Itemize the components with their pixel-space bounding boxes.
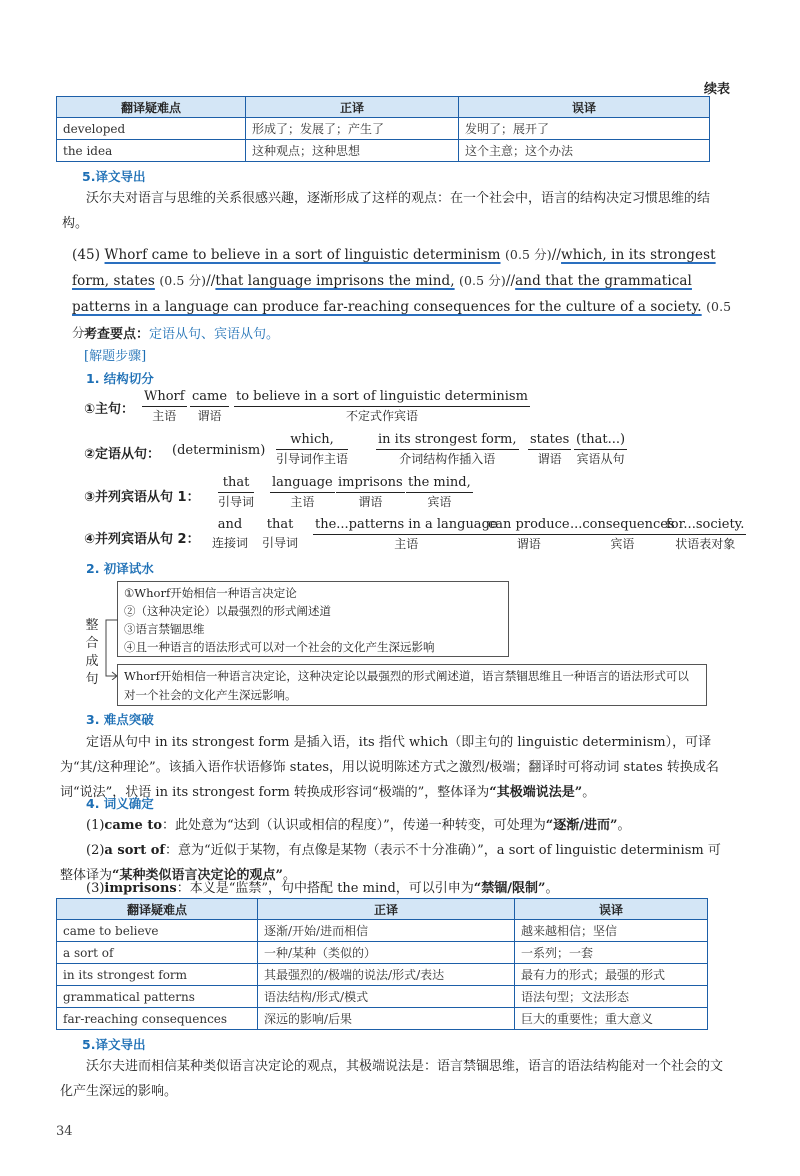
table-row: [57, 1008, 708, 1030]
cell-term: developed: [57, 118, 246, 140]
step2-heading: 2. 初译试水: [86, 561, 154, 576]
attr-seg-that: [574, 431, 627, 468]
table-row: [57, 942, 708, 964]
seg-word: and: [217, 517, 243, 532]
points-3: (0.5 分): [459, 273, 506, 288]
table-row: [57, 986, 708, 1008]
table-header-row: [57, 97, 710, 118]
header-wrong: 误译: [515, 899, 708, 920]
cell-wrong: 一系列；一套: [515, 942, 708, 964]
cell-correct: 形成了；发展了；产生了: [246, 118, 459, 140]
draft-line: ②（这种决定论）以最强烈的形式阐述道: [124, 604, 331, 618]
seg-role: 谓语: [516, 537, 541, 551]
seg-role: 介词结构作插入语: [399, 452, 496, 466]
step1-heading: 1. 结构切分: [86, 371, 154, 386]
seg-role: 引导词: [218, 495, 255, 509]
key-points: [84, 323, 279, 342]
cell-term: the idea: [57, 140, 246, 162]
main-seg-subject: [142, 388, 187, 425]
step4-heading: 4. 词义确定: [86, 796, 154, 811]
continued-label: 续表: [703, 82, 730, 97]
table-row: [57, 964, 708, 986]
difficulty-end: 。: [582, 785, 596, 800]
segment-2a: which, in its strongest: [561, 247, 716, 263]
separator: //: [206, 273, 216, 289]
cell-wrong: 这个主意；这个办法: [459, 140, 710, 162]
cell-correct: 这种观点；这种思想: [246, 140, 459, 162]
segment-3: that language imprisons the mind,: [215, 273, 455, 289]
header-correct: 正译: [246, 97, 459, 118]
note-term: came to: [104, 818, 162, 833]
translation-output-top: 沃尔夫对语言与思维的关系很感兴趣，逐渐形成了这样的观点：在一个社会中，语言的结构决定习惯思维的结构。: [62, 191, 711, 231]
cell-wrong: 越来越相信；坚信: [515, 920, 708, 942]
cell-term: far-reaching consequences: [57, 1008, 258, 1030]
difficulty-text: 定语从句中 in its strongest form 是插入语，its 指代 which（即主句的 linguistic determinism），可译为“其/这种理论”。该插入语作状语修饰 states，用以说明陈述方式之激烈/极端；翻译时可将动词 states 转换成名词“说法”，状语 in its strongest form 转换成形容词“极端的”，整体译为: [60, 735, 719, 800]
attr-seg-insert: [376, 431, 519, 468]
top-translation-table: [56, 96, 710, 162]
seg-word: in its strongest form,: [376, 431, 519, 450]
seg-role: 主语: [152, 409, 177, 423]
obj2-clause-label: ④并列宾语从句 2：: [84, 532, 200, 547]
table-header-row: [57, 899, 708, 920]
seg-word: imprisons: [336, 474, 405, 493]
seg-role: 宾语: [427, 495, 452, 509]
seg-role: 连接词: [212, 536, 249, 550]
header-correct: 正译: [258, 899, 515, 920]
obj2-seg-patterns: [313, 516, 500, 553]
seg-word: that: [218, 474, 254, 493]
note-end: 。: [545, 881, 559, 896]
page-number: 34: [56, 1124, 73, 1139]
note-num: (2): [86, 843, 105, 858]
seg-role: 宾语: [610, 537, 635, 551]
section5-heading-top: 5.译文导出: [82, 169, 146, 184]
obj2-seg-for-society: [664, 516, 746, 553]
seg-role: 状语表对象: [675, 537, 736, 551]
seg-role: 宾语从句: [576, 452, 625, 466]
seg-role: 引导词: [262, 536, 299, 550]
attr-seg-which: [276, 431, 348, 468]
seg-word: (that...): [574, 431, 627, 450]
translation-output-bottom: 沃尔夫进而相信某种类似语言决定论的观点，其极端说法是：语言禁锢思维，语言的语法结构能对一个社会的文化产生深远的影响。: [60, 1059, 724, 1099]
points-4: (0.5 分): [72, 299, 732, 340]
header-difficulty: 翻译疑难点: [57, 899, 258, 920]
segment-4b: patterns in a language can produce far-reaching consequences for the culture of a society.: [72, 299, 702, 315]
seg-word: came: [190, 388, 229, 407]
obj1-clause-label: ③并列宾语从句 1：: [84, 490, 200, 505]
seg-word: ...consequences: [568, 516, 677, 535]
cell-term: in its strongest form: [57, 964, 258, 986]
draft-box: [117, 581, 509, 657]
header-difficulty: 翻译疑难点: [57, 97, 246, 118]
seg-word: can produce: [486, 516, 572, 535]
cell-correct: 逐渐/开始/进而相信: [258, 920, 515, 942]
steps-label: [解题步骤]: [84, 349, 147, 364]
draft-line: ③语言禁锢思维: [124, 622, 205, 636]
note-term: imprisons: [104, 881, 177, 896]
table-row: [57, 118, 710, 140]
segment-1: Whorf came to believe in a sort of linguistic determinism: [104, 247, 501, 263]
attr-antecedent: (determinism): [172, 443, 266, 458]
seg-role: 谓语: [358, 495, 383, 509]
section5-heading-bottom: 5.译文导出: [82, 1037, 146, 1052]
cell-wrong: 发明了；展开了: [459, 118, 710, 140]
note-text: ：本义是“监禁”，句中搭配 the mind，可以引申为: [176, 881, 474, 896]
combined-box: Whorf开始相信一种语言决定论，这种决定论以最强烈的形式阐述道，语言禁锢思维且一种语言的语法形式可以对一个社会的文化产生深远影响。: [117, 664, 707, 706]
seg-word: for...society.: [664, 516, 746, 535]
note-highlight: “逐渐/进而”: [545, 818, 618, 833]
cell-term: a sort of: [57, 942, 258, 964]
note-text: ：此处意为“达到（认识或相信的程度）”，传递一种转变，可处理为: [162, 818, 546, 833]
key-value: 定语从句、宾语从句。: [149, 327, 280, 342]
step3-heading: 3. 难点突破: [86, 712, 154, 727]
seg-word: language: [270, 474, 335, 493]
seg-role: 引导词作主语: [276, 452, 349, 466]
seg-word: states: [528, 431, 571, 450]
attr-seg-states: [528, 431, 571, 468]
seg-word: to believe in a sort of linguistic determinism: [234, 388, 530, 407]
cell-wrong: 巨大的重要性；重大意义: [515, 1008, 708, 1030]
draft-line: ④且一种语言的语法形式可以对一个社会的文化产生深远影响: [124, 640, 435, 654]
main-seg-object: [234, 388, 530, 425]
obj2-seg-that: [262, 516, 298, 552]
cell-correct: 一种/某种（类似的）: [258, 942, 515, 964]
segment-4a: and that the grammatical: [515, 273, 692, 289]
bottom-translation-table: [56, 898, 708, 1030]
obj1-seg-that: [218, 474, 254, 511]
obj1-seg-language: [270, 474, 335, 511]
note-highlight: “某种类似语言决定论的观点”: [112, 868, 283, 883]
difficulty-highlight: “其极端说法是”: [489, 785, 583, 800]
separator: //: [505, 273, 516, 289]
note-end: 。: [282, 868, 296, 883]
cell-correct: 语法结构/形式/模式: [258, 986, 515, 1008]
seg-word: the...patterns in a language: [313, 516, 500, 535]
obj2-seg-and: [212, 516, 248, 552]
header-wrong: 误译: [459, 97, 710, 118]
main-clause-label: ①主句：: [84, 402, 135, 417]
word-note-1: [86, 813, 726, 838]
seg-role: 谓语: [537, 452, 562, 466]
cell-correct: 深远的影响/后果: [258, 1008, 515, 1030]
table-row: [57, 920, 708, 942]
key-label: 考查要点：: [84, 327, 150, 342]
separator: //: [551, 247, 562, 263]
obj2-seg-can-produce: [486, 516, 572, 553]
obj1-seg-mind: [406, 474, 473, 511]
obj2-seg-consequences: [568, 516, 677, 553]
cell-wrong: 最有力的形式；最强的形式: [515, 964, 708, 986]
main-seg-predicate: [190, 388, 229, 425]
note-end: 。: [617, 818, 631, 833]
seg-role: 主语: [394, 537, 419, 551]
points-1: (0.5 分): [504, 247, 552, 262]
draft-line: ①Whorf开始相信一种语言决定论: [124, 586, 297, 600]
table-row: [57, 140, 710, 162]
cell-term: came to believe: [57, 920, 258, 942]
cell-term: grammatical patterns: [57, 986, 258, 1008]
cell-wrong: 语法句型；文法形态: [515, 986, 708, 1008]
seg-role: 不定式作宾语: [345, 409, 418, 423]
difficulty-paragraph: [60, 730, 732, 805]
seg-word: that: [266, 517, 294, 532]
question-number: (45): [72, 247, 101, 263]
points-2: (0.5 分): [159, 273, 207, 288]
note-num: (1): [86, 818, 105, 833]
cell-correct: 其最强烈的/极端的说法/形式/表达: [258, 964, 515, 986]
seg-role: 谓语: [197, 409, 222, 423]
attr-clause-label: ②定语从句：: [84, 447, 161, 462]
combine-label: 整合成句: [85, 618, 99, 687]
segment-2b: form, states: [72, 273, 155, 289]
note-highlight: “禁锢/限制”: [473, 881, 546, 896]
obj1-seg-imprisons: [336, 474, 405, 511]
seg-word: the mind,: [406, 474, 473, 493]
note-text: ：意为“近似于某物，有点像是某物（表示不十分准确）”，a sort of linguistic determinism 可整体译为: [60, 843, 721, 883]
note-term: a sort of: [104, 843, 166, 858]
note-num: (3): [86, 881, 105, 896]
seg-word: which,: [276, 431, 348, 450]
seg-role: 主语: [290, 495, 315, 509]
seg-word: Whorf: [142, 388, 187, 407]
